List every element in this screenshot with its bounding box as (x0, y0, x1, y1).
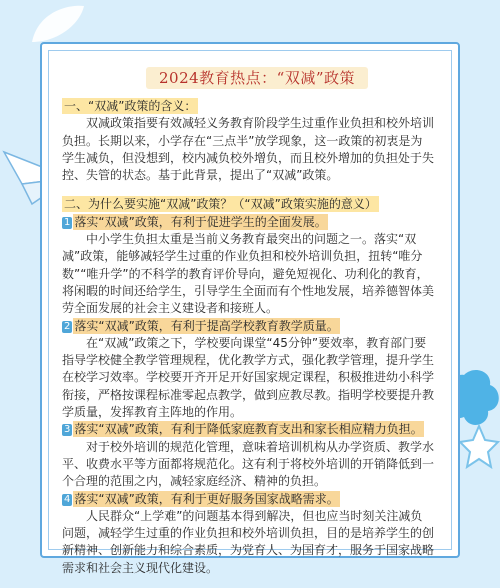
leaf-decoration-icon (28, 2, 88, 46)
badge-number-3: 3 (64, 424, 71, 436)
point-2-body: 在“双减”政策之下，学校要向课堂“45分钟”要效率，教育部门要指导学校健全教学管理规程，优化教学方式，强化教学管理，提升学生在校学习效率。学校要开齐开足开好国家规定课程，积极推进幼小科学衔接，严格按课程标准零起点教学，做到应教尽教。指明学校要提升教学质量，发挥教育主阵地的作用。 (62, 335, 435, 420)
badge-number-4: 4 (64, 493, 71, 505)
badge-number-2: 2 (64, 320, 71, 332)
article-content (62, 98, 434, 577)
point-1-heading: 1 落实“双减”政策，有利于促进学生的全面发展。 (64, 214, 327, 229)
point-2-heading: 2 落实“双减”政策，有利于提高学校教育教学质量。 (64, 318, 339, 333)
star-decoration-icon (458, 424, 500, 470)
point-1-body: 中小学生负担太重是当前义务教育最突出的问题之一。落实“双减”政策，能够减轻学生过重的作业负担和校外培训负担，扭转“唯分数”“唯升学”的不科学的教育评价导向，避免短视化、功利化的教育，将闲暇的时间还给学生，引导学生全面而有个性地发展，培养德智体美劳全面发展的社会主义建设者和接班人。 (62, 232, 435, 316)
badge-number-1: 1 (64, 216, 71, 228)
section-1-body: 双减政策指要有效减轻义务教育阶段学生过重作业负担和校外培训负担。长期以来，小学存在“三点半”放学现象，这一政策的初衷是为学生减负，但没想到，校内减负校外增负，而且校外增加的负担处于失控、失管的状态。基于此背景，提出了“双减”政策。 (62, 116, 435, 183)
spacer (62, 184, 434, 196)
point-4-body: 人民群众“上学难”的问题基本得到解决，但也应当时刻关注减负问题，减轻学生过重的作业负担和校外培训负担，目的是培养学生的创新精神、创新能力和综合素质，为党育人、为国育才，服务于国家战略需求和社会主义现代化建设。 (62, 508, 435, 575)
title-banner (146, 67, 368, 89)
page-title: 2024教育热点：“双减”政策 (158, 69, 355, 87)
section-2-heading: 二、为什么要实施“双减”政策？（“双减”政策实施的意义） (64, 197, 377, 212)
document-card (40, 42, 460, 575)
section-1-heading: 一、“双减”政策的含义： (64, 99, 197, 113)
point-4-heading: 4 落实“双减”政策，有利于更好服务国家战略需求。 (64, 491, 339, 506)
point-3-body: 对于校外培训的规范化管理，意味着培训机构从办学资质、教学水平、收费水平等方面都将规范化。这有利于将校外培训的开销降低到一个合理的范围之内，减轻家庭经济、精神的负担。 (62, 439, 435, 489)
point-3-heading: 3 落实“双减”政策，有利于降低家庭教育支出和家长相应精力负担。 (64, 422, 423, 437)
